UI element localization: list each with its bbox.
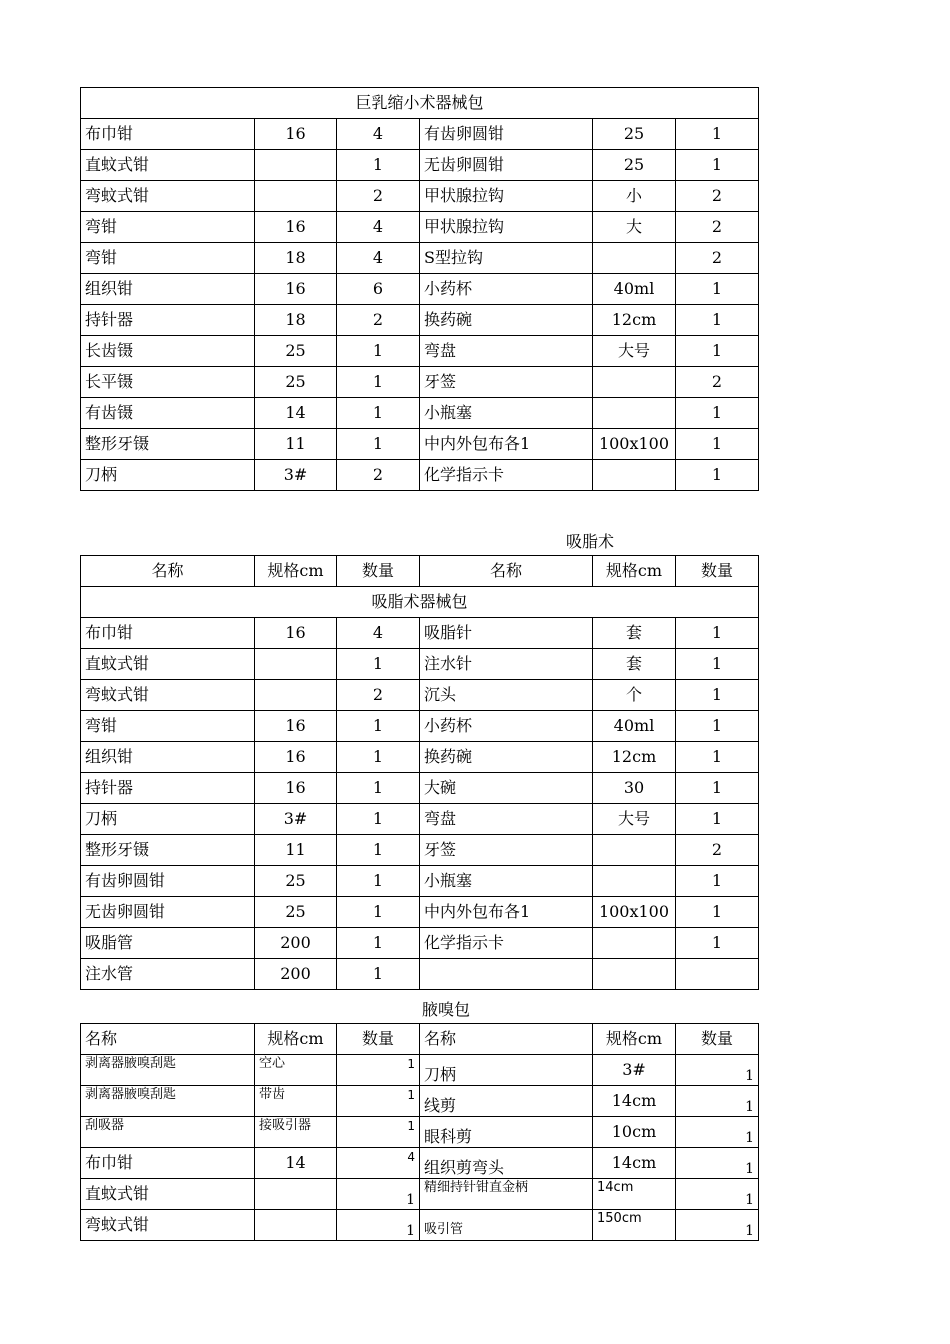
item-spec: 25 <box>255 367 337 398</box>
table-row <box>81 336 759 367</box>
item-spec: 12cm <box>593 742 676 773</box>
item-name: 吸脂管 <box>81 928 255 959</box>
item-qty: 4 <box>337 1148 420 1179</box>
item-name: 吸引管 <box>420 1210 593 1241</box>
table-row <box>81 398 759 429</box>
item-qty: 4 <box>337 212 420 243</box>
table-row <box>81 212 759 243</box>
item-qty: 1 <box>676 928 759 959</box>
item-qty: 1 <box>676 274 759 305</box>
table-row <box>81 649 759 680</box>
table-row <box>81 804 759 835</box>
header-name: 名称 <box>81 1024 255 1055</box>
table-row <box>81 429 759 460</box>
item-qty: 1 <box>676 897 759 928</box>
item-spec: 11 <box>255 835 337 866</box>
item-name: 注水针 <box>420 649 593 680</box>
table-row <box>81 274 759 305</box>
item-spec: 带齿 <box>255 1086 337 1117</box>
item-qty: 1 <box>676 336 759 367</box>
item-qty: 1 <box>676 429 759 460</box>
item-qty: 1 <box>676 804 759 835</box>
item-name: 无齿卵圆钳 <box>81 897 255 928</box>
item-spec: 14cm <box>593 1086 676 1117</box>
item-name: 有齿卵圆钳 <box>81 866 255 897</box>
item-name: 布巾钳 <box>81 1148 255 1179</box>
item-spec <box>255 680 337 711</box>
item-name: 中内外包布各1 <box>420 897 593 928</box>
item-spec: 16 <box>255 119 337 150</box>
item-qty: 2 <box>337 680 420 711</box>
item-qty: 2 <box>337 460 420 491</box>
item-spec: 14cm <box>593 1148 676 1179</box>
item-name: 刀柄 <box>81 804 255 835</box>
item-qty: 2 <box>676 367 759 398</box>
item-spec: 25 <box>593 150 676 181</box>
item-name: 弯钳 <box>81 711 255 742</box>
header-spec: 规格cm <box>255 556 337 587</box>
table-row <box>81 1179 759 1210</box>
header-spec: 规格cm <box>255 1024 337 1055</box>
item-spec <box>255 150 337 181</box>
item-name: 化学指示卡 <box>420 460 593 491</box>
item-qty: 1 <box>337 336 420 367</box>
item-name: 布巾钳 <box>81 618 255 649</box>
item-name <box>420 959 593 990</box>
item-qty: 1 <box>337 959 420 990</box>
item-spec: 30 <box>593 773 676 804</box>
table-row <box>81 959 759 990</box>
item-name: 吸脂针 <box>420 618 593 649</box>
table-axillary-odor-kit <box>80 1023 759 1241</box>
item-spec <box>593 928 676 959</box>
item-qty: 2 <box>676 181 759 212</box>
item-qty: 1 <box>676 1210 759 1241</box>
item-qty: 1 <box>676 1117 759 1148</box>
table-row <box>81 680 759 711</box>
item-qty: 1 <box>337 866 420 897</box>
header-name: 名称 <box>81 556 255 587</box>
item-spec: 25 <box>255 336 337 367</box>
table-row <box>81 243 759 274</box>
item-name: 直蚊式钳 <box>81 150 255 181</box>
item-name: 直蚊式钳 <box>81 649 255 680</box>
item-spec: 150cm <box>593 1210 676 1241</box>
item-qty: 1 <box>676 618 759 649</box>
item-spec: 接吸引器 <box>255 1117 337 1148</box>
item-spec <box>593 959 676 990</box>
item-spec: 14 <box>255 398 337 429</box>
item-name: 组织钳 <box>81 274 255 305</box>
item-qty: 2 <box>337 305 420 336</box>
item-name: 甲状腺拉钩 <box>420 181 593 212</box>
section-caption-liposuction: 吸脂术 <box>566 532 615 551</box>
item-qty: 1 <box>676 1179 759 1210</box>
item-qty: 1 <box>676 773 759 804</box>
item-name: 弯蚊式钳 <box>81 1210 255 1241</box>
item-spec: 25 <box>255 897 337 928</box>
item-name: 长齿镊 <box>81 336 255 367</box>
header-qty: 数量 <box>676 1024 759 1055</box>
item-qty: 1 <box>337 1117 420 1148</box>
item-name: 布巾钳 <box>81 119 255 150</box>
item-qty: 4 <box>337 243 420 274</box>
item-spec <box>593 243 676 274</box>
item-qty: 1 <box>676 680 759 711</box>
section-caption-axillary: 腋嗅包 <box>422 1000 471 1019</box>
item-name: 长平镊 <box>81 367 255 398</box>
item-name: 剥离器腋嗅刮匙 <box>81 1086 255 1117</box>
item-name: 小瓶塞 <box>420 398 593 429</box>
table-row <box>81 119 759 150</box>
header-spec: 规格cm <box>593 1024 676 1055</box>
header-spec: 规格cm <box>593 556 676 587</box>
item-qty: 1 <box>676 742 759 773</box>
item-spec: 200 <box>255 928 337 959</box>
item-name: 弯盘 <box>420 804 593 835</box>
item-spec: 大号 <box>593 804 676 835</box>
item-name: 持针器 <box>81 305 255 336</box>
item-qty: 1 <box>337 1210 420 1241</box>
item-qty: 1 <box>337 398 420 429</box>
item-spec: 小 <box>593 181 676 212</box>
item-spec: 200 <box>255 959 337 990</box>
item-qty: 1 <box>676 711 759 742</box>
item-spec <box>255 1179 337 1210</box>
item-qty: 2 <box>676 835 759 866</box>
item-qty: 1 <box>337 928 420 959</box>
item-spec <box>255 649 337 680</box>
item-qty: 1 <box>676 305 759 336</box>
item-name: 刀柄 <box>420 1055 593 1086</box>
item-qty: 1 <box>337 773 420 804</box>
item-spec <box>593 367 676 398</box>
item-spec: 个 <box>593 680 676 711</box>
item-spec: 40ml <box>593 711 676 742</box>
item-name: 整形牙镊 <box>81 429 255 460</box>
item-qty: 1 <box>676 649 759 680</box>
item-spec: 40ml <box>593 274 676 305</box>
item-spec: 套 <box>593 618 676 649</box>
item-spec: 14cm <box>593 1179 676 1210</box>
table-row <box>81 618 759 649</box>
item-name: 甲状腺拉钩 <box>420 212 593 243</box>
header-name: 名称 <box>420 1024 593 1055</box>
table-row <box>81 1148 759 1179</box>
item-spec: 11 <box>255 429 337 460</box>
item-name: 化学指示卡 <box>420 928 593 959</box>
item-spec: 25 <box>593 119 676 150</box>
item-qty: 1 <box>676 398 759 429</box>
item-spec <box>593 398 676 429</box>
item-qty: 1 <box>676 866 759 897</box>
item-name: 精细持针钳直金柄 <box>420 1179 593 1210</box>
item-name: 直蚊式钳 <box>81 1179 255 1210</box>
item-name: 持针器 <box>81 773 255 804</box>
table-breast-reduction-kit <box>80 87 759 491</box>
item-qty: 1 <box>337 897 420 928</box>
table-row <box>81 773 759 804</box>
table-liposuction-kit <box>80 555 759 990</box>
item-spec: 14 <box>255 1148 337 1179</box>
item-name: 弯蚊式钳 <box>81 680 255 711</box>
item-name: 牙签 <box>420 835 593 866</box>
item-qty: 1 <box>676 1148 759 1179</box>
table-row <box>81 305 759 336</box>
item-name: 组织剪弯头 <box>420 1148 593 1179</box>
item-name: 弯钳 <box>81 243 255 274</box>
item-name: 刀柄 <box>81 460 255 491</box>
item-name: 小药杯 <box>420 274 593 305</box>
header-name: 名称 <box>420 556 593 587</box>
item-name: 有齿镊 <box>81 398 255 429</box>
item-qty: 1 <box>676 150 759 181</box>
table-row <box>81 897 759 928</box>
item-name: 注水管 <box>81 959 255 990</box>
header-qty: 数量 <box>337 556 420 587</box>
item-name: 剥离器腋嗅刮匙 <box>81 1055 255 1086</box>
item-spec <box>593 460 676 491</box>
item-name: 小瓶塞 <box>420 866 593 897</box>
item-qty: 1 <box>676 119 759 150</box>
item-spec <box>255 1210 337 1241</box>
item-name: 中内外包布各1 <box>420 429 593 460</box>
table-title: 巨乳缩小术器械包 <box>81 88 759 119</box>
header-qty: 数量 <box>337 1024 420 1055</box>
item-name: 弯盘 <box>420 336 593 367</box>
item-qty: 1 <box>337 804 420 835</box>
item-spec: 16 <box>255 618 337 649</box>
item-spec <box>255 181 337 212</box>
table-row <box>81 1086 759 1117</box>
item-name: 弯钳 <box>81 212 255 243</box>
header-qty: 数量 <box>676 556 759 587</box>
item-name: 换药碗 <box>420 742 593 773</box>
item-spec: 大号 <box>593 336 676 367</box>
item-spec: 3# <box>255 460 337 491</box>
table-row <box>81 1055 759 1086</box>
item-spec: 空心 <box>255 1055 337 1086</box>
item-name: 大碗 <box>420 773 593 804</box>
item-name: 牙签 <box>420 367 593 398</box>
table-row <box>81 866 759 897</box>
item-name: 换药碗 <box>420 305 593 336</box>
item-qty: 1 <box>676 1086 759 1117</box>
item-spec: 套 <box>593 649 676 680</box>
item-name: 有齿卵圆钳 <box>420 119 593 150</box>
item-qty: 1 <box>337 1179 420 1210</box>
item-spec: 100x100 <box>593 429 676 460</box>
item-spec: 16 <box>255 711 337 742</box>
item-qty: 1 <box>337 429 420 460</box>
item-spec: 16 <box>255 742 337 773</box>
item-qty: 1 <box>337 1086 420 1117</box>
item-name: 眼科剪 <box>420 1117 593 1148</box>
table-row <box>81 1117 759 1148</box>
table-row <box>81 367 759 398</box>
item-name: S型拉钩 <box>420 243 593 274</box>
item-qty: 1 <box>337 711 420 742</box>
item-qty <box>676 959 759 990</box>
item-spec: 16 <box>255 212 337 243</box>
item-spec: 16 <box>255 773 337 804</box>
item-name: 沉头 <box>420 680 593 711</box>
item-qty: 4 <box>337 618 420 649</box>
item-qty: 1 <box>337 1055 420 1086</box>
item-qty: 1 <box>676 1055 759 1086</box>
table-row <box>81 928 759 959</box>
item-name: 整形牙镊 <box>81 835 255 866</box>
item-qty: 1 <box>337 742 420 773</box>
item-name: 小药杯 <box>420 711 593 742</box>
item-spec: 10cm <box>593 1117 676 1148</box>
item-spec: 25 <box>255 866 337 897</box>
item-qty: 6 <box>337 274 420 305</box>
item-qty: 1 <box>337 649 420 680</box>
item-name: 线剪 <box>420 1086 593 1117</box>
item-qty: 1 <box>676 460 759 491</box>
table-row <box>81 742 759 773</box>
item-spec: 3# <box>255 804 337 835</box>
item-spec: 100x100 <box>593 897 676 928</box>
item-name: 弯蚊式钳 <box>81 181 255 212</box>
table-row <box>81 835 759 866</box>
item-name: 组织钳 <box>81 742 255 773</box>
table-title: 吸脂术器械包 <box>81 587 759 618</box>
item-name: 刮吸器 <box>81 1117 255 1148</box>
item-spec: 3# <box>593 1055 676 1086</box>
item-spec: 12cm <box>593 305 676 336</box>
item-qty: 1 <box>337 150 420 181</box>
item-spec: 18 <box>255 243 337 274</box>
item-spec: 大 <box>593 212 676 243</box>
table-row <box>81 1210 759 1241</box>
item-spec <box>593 866 676 897</box>
table-row <box>81 711 759 742</box>
item-qty: 2 <box>676 212 759 243</box>
item-qty: 1 <box>337 367 420 398</box>
table-row <box>81 460 759 491</box>
item-spec: 16 <box>255 274 337 305</box>
item-name: 无齿卵圆钳 <box>420 150 593 181</box>
item-qty: 2 <box>337 181 420 212</box>
item-qty: 4 <box>337 119 420 150</box>
item-spec: 18 <box>255 305 337 336</box>
table-row <box>81 150 759 181</box>
item-spec <box>593 835 676 866</box>
item-qty: 2 <box>676 243 759 274</box>
table-row <box>81 181 759 212</box>
item-qty: 1 <box>337 835 420 866</box>
